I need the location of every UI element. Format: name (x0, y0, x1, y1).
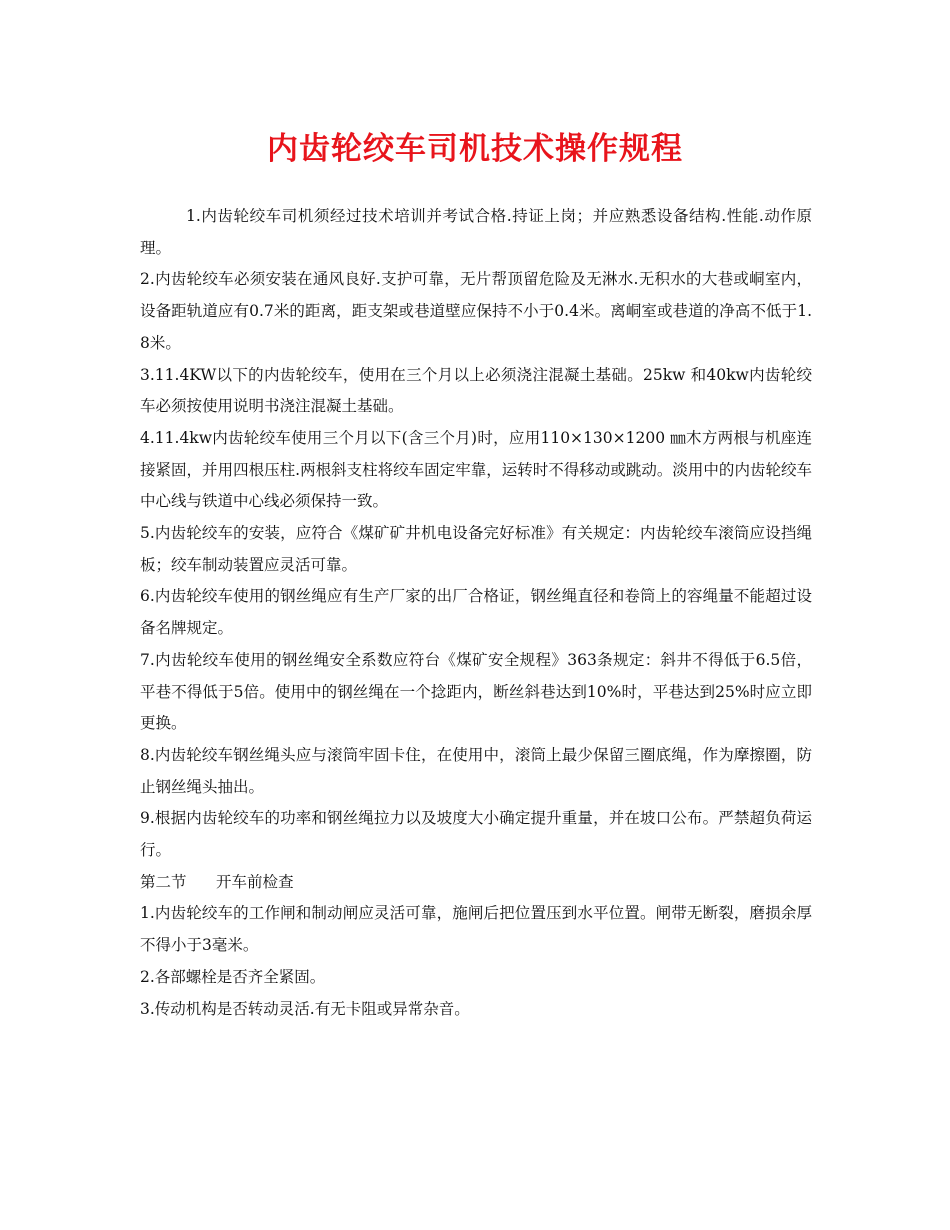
document-title: 内齿轮绞车司机技术操作规程 (267, 131, 683, 167)
paragraph-6: 6.内齿轮绞车使用的钢丝绳应有生产厂家的出厂合格证，钢丝绳直径和卷筒上的容绳量不能超过设备名牌规定。 (140, 587, 812, 638)
section-paragraph-2: 2.各部螺栓是否齐全紧固。 (140, 967, 326, 986)
paragraph-7: 7.内齿轮绞车使用的钢丝绳安全系数应符台《煤矿安全规程》363条规定：斜井不得低于6.5倍，平巷不得低于5倍。使用中的钢丝绳在一个捻距内，断丝斜巷达到10%时，平巷达到25%时应立即更换。 (140, 650, 812, 733)
paragraph-9: 9.根据内齿轮绞车的功率和钢丝绳拉力以及坡度大小确定提升重量，并在坡口公布。严禁超负荷运行。 (140, 809, 812, 860)
paragraph-1: 1.内齿轮绞车司机须经过技术培训并考试合格.持证上岗；并应熟悉设备结构.性能.动作原理。 (140, 207, 812, 257)
paragraph-2: 2.内齿轮绞车必须安装在通风良好.支护可靠，无片帮顶留危险及无淋水.无积水的大巷或峒室内，设备距轨道应有0.7米的距离，距支架或巷道壁应保持不小于0.4米。离峒室或巷道的净高不低于1.8米。 (140, 270, 812, 352)
section-paragraph-1: 1.内齿轮绞车的工作闸和制动闸应灵活可靠，施闸后把位置压到水平位置。闸带无断裂，磨损余厚不得小于3毫米。 (140, 904, 812, 955)
section-heading: 第二节 开车前检查 (140, 872, 294, 891)
paragraph-4: 4.11.4kw内齿轮绞车使用三个月以下(含三个月)时，应用110×130×1200 ㎜木方两根与机座连接紧固，并用四根压柱.两根斜支柱将绞车固定牢靠，运转时不得移动或跳动。淡用中的内齿轮绞车中心线与铁道中心线必须保持一致。 (140, 428, 812, 511)
paragraph-5: 5.内齿轮绞车的安装，应符合《煤矿矿井机电设备完好标准》有关规定：内齿轮绞车滚筒应设挡绳板；绞车制动装置应灵活可靠。 (140, 524, 812, 574)
document-body (140, 201, 812, 1025)
paragraph-3: 3.11.4KW以下的内齿轮绞车，使用在三个月以上必须浇注混凝土基础。25kw 和40kw内齿轮绞车必须按使用说明书浇注混凝土基础。 (140, 365, 812, 416)
paragraph-8: 8.内齿轮绞车钢丝绳头应与滚筒牢固卡住，在使用中，滚筒上最少保留三圈底绳，作为摩擦圈，防止钢丝绳头抽出。 (140, 745, 812, 796)
section-paragraph-3: 3.传动机构是否转动灵活.有无卡阻或异常杂音。 (140, 999, 470, 1018)
